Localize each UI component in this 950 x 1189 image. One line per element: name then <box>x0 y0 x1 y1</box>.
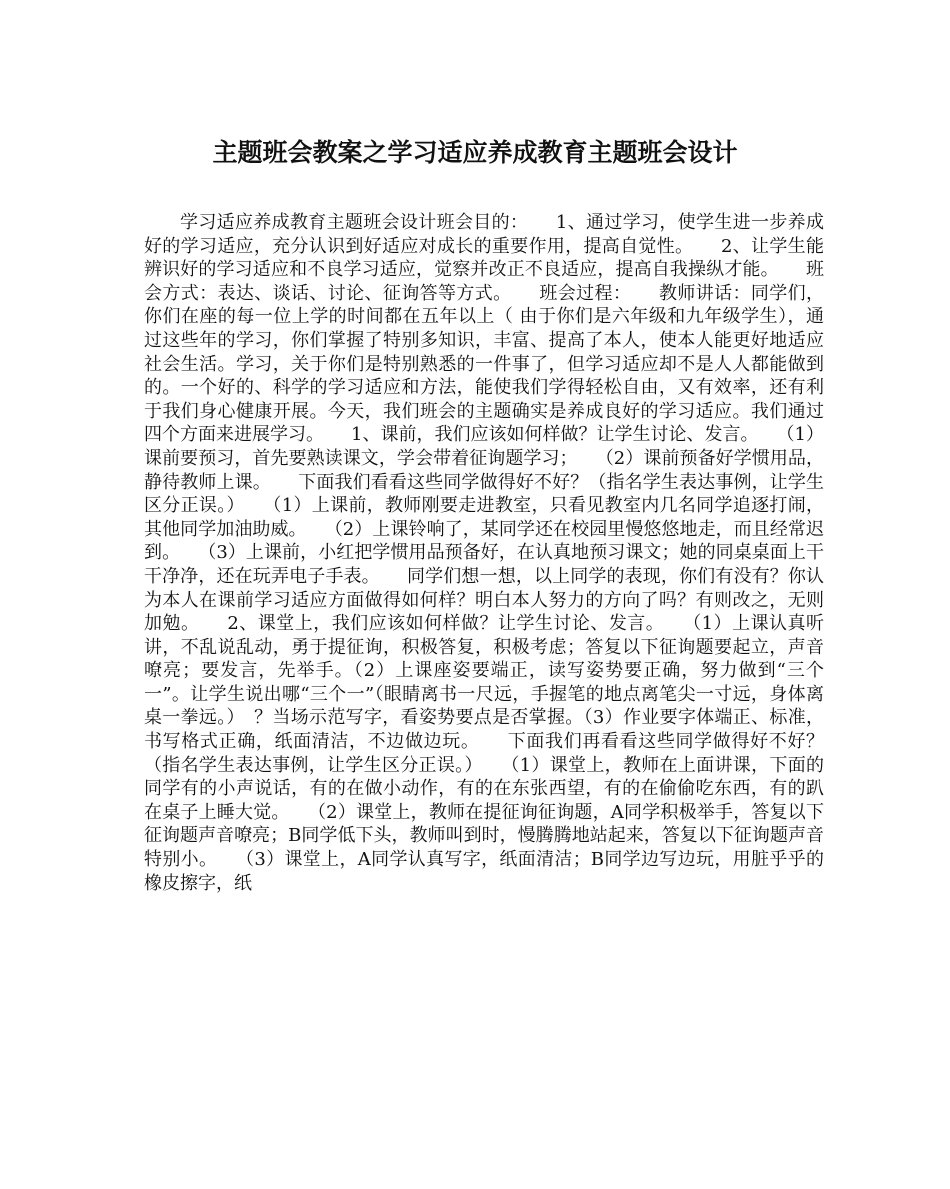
document-title: 主题班会教案之学习适应养成教育主题班会设计 <box>212 138 738 167</box>
document-body-text: 学习适应养成教育主题班会设计班会目的： 1、通过学习，使学生进一步养成好的学习适应，充分认识到好适应对成长的重要作用，提高自觉性。 2、让学生能辨识好的学习适应和不良学习适应，觉察并改正不良适应，提高自我操纵才能。 班会方式：表达、谈话、讨论、征询答等方式。 班会过程： 教师讲话：同学们，你们在座的每一位上学的时间都在五年以上（ 由于你们是六年级和九年级学生），通过这些年的学习，你们掌握了特别多知识，丰富、提高了本人，使本人能更好地适应社会生活。学习，关于你们是特别熟悉的一件事了，但学习适应却不是人人都能做到的。一个好的、科学的学习适应和方法，能使我们学得轻松自由，又有效率，还有利于我们身心健康开展。今天，我们班会的主题确实是养成良好的学习适应。我们通过四个方面来进展学习。 1、课前，我们应该如何样做？让学生讨论、发言。 （1）课前要预习，首先要熟读课文，学会带着征询题学习； （2）课前预备好学惯用品，静待教师上课。 下面我们看看这些同学做得好不好？（指名学生表达事例，让学生区分正误。） （1）上课前，教师刚要走进教室，只看见教室内几名同学追逐打闹，其他同学加油助威。 （2）上课铃响了，某同学还在校园里慢悠悠地走，而且经常迟到。 （3）上课前，小红把学惯用品预备好，在认真地预习课文；她的同桌桌面上干干净净，还在玩弄电子手表。 同学们想一想，以上同学的表现，你们有没有？你认为本人在课前学习适应方面做得如何样？明白本人努力的方向了吗？有则改之，无则加勉。 2、课堂上，我们应该如何样做？让学生讨论、发言。 （1）上课认真听讲，不乱说乱动，勇于提征询，积极答复，积极考虑；答复以下征询题要起立，声音嘹亮；要发言，先举手。（2）上课座姿要端正，读写姿势要正确，努力做到“三个一”。让学生说出哪“三个一”（眼睛离书一尺远，手握笔的地点离笔尖一寸远，身体离桌一拳远。） ？当场示范写字，看姿势要点是否掌握。（3）作业要字体端正、标准，书写格式正确，纸面清洁，不边做边玩。 下面我们再看看这些同学做得好不好？（指名学生表达事例，让学生区分正误。） （1）课堂上，教师在上面讲课，下面的同学有的小声说话，有的在做小动作，有的在东张西望，有的在偷偷吃东西，有的趴在桌子上睡大觉。 （2）课堂上，教师在提征询征询题，A同学积极举手，答复以下征询题声音嘹亮；B同学低下头，教师叫到时，慢腾腾地站起来，答复以下征询题声音特别小。 （3）课堂上，A同学认真写字，纸面清洁；B同学边写边玩，用脏乎乎的橡皮擦字，纸 <box>144 212 824 894</box>
